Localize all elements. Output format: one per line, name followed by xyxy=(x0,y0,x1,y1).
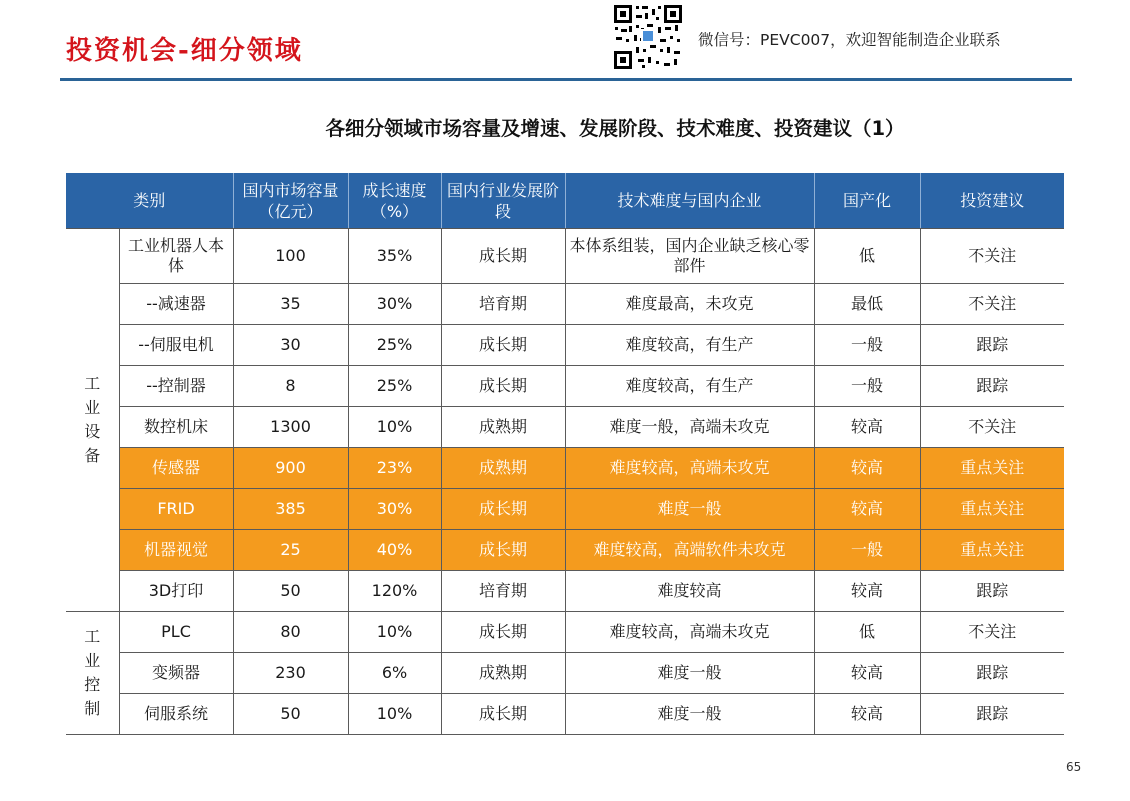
table-row xyxy=(66,366,1064,407)
cell: 35% xyxy=(348,229,441,284)
cell: 成长期 xyxy=(441,366,565,407)
table-row-highlighted xyxy=(66,448,1064,489)
cell: 30% xyxy=(348,284,441,325)
table-title: 各细分领域市场容量及增速、发展阶段、技术难度、投资建议（1） xyxy=(325,117,905,140)
cell: 跟踪 xyxy=(920,366,1064,407)
cell: 机器视觉 xyxy=(119,530,233,571)
cell: 385 xyxy=(233,489,348,530)
header-growth: 成长速度（%） xyxy=(348,173,441,229)
investment-table xyxy=(66,173,1064,735)
cell: 25 xyxy=(233,530,348,571)
cell: 50 xyxy=(233,694,348,735)
cell: 80 xyxy=(233,612,348,653)
cell: 50 xyxy=(233,571,348,612)
cell: 工业机器人本体 xyxy=(119,229,233,284)
cell: 230 xyxy=(233,653,348,694)
cell: 1300 xyxy=(233,407,348,448)
cell: 35 xyxy=(233,284,348,325)
cell: 较高 xyxy=(814,448,920,489)
table-header-row xyxy=(66,173,1064,229)
cell: --控制器 xyxy=(119,366,233,407)
cell: FRID xyxy=(119,489,233,530)
cell: 较高 xyxy=(814,694,920,735)
cell: 3D打印 xyxy=(119,571,233,612)
cell: 培育期 xyxy=(441,284,565,325)
cell: 一般 xyxy=(814,366,920,407)
table-row-highlighted xyxy=(66,530,1064,571)
wechat-contact: 微信号：PEVC007，欢迎智能制造企业联系 xyxy=(698,31,1001,49)
cell: 25% xyxy=(348,325,441,366)
table-row xyxy=(66,571,1064,612)
cell: 10% xyxy=(348,612,441,653)
header-localization: 国产化 xyxy=(814,173,920,229)
cell: 成熟期 xyxy=(441,653,565,694)
cell: 100 xyxy=(233,229,348,284)
table-row xyxy=(66,653,1064,694)
cell: 10% xyxy=(348,694,441,735)
cell: 成长期 xyxy=(441,489,565,530)
cell: 成熟期 xyxy=(441,407,565,448)
cell: 最低 xyxy=(814,284,920,325)
cell: 难度较高，有生产 xyxy=(565,366,814,407)
cell: 难度最高，未攻克 xyxy=(565,284,814,325)
cell: --伺服电机 xyxy=(119,325,233,366)
cell: 900 xyxy=(233,448,348,489)
cell: 8 xyxy=(233,366,348,407)
header-stage: 国内行业发展阶段 xyxy=(441,173,565,229)
cell: 一般 xyxy=(814,325,920,366)
cell: 一般 xyxy=(814,530,920,571)
cell: PLC xyxy=(119,612,233,653)
table-row-highlighted xyxy=(66,489,1064,530)
cell: 难度较高 xyxy=(565,571,814,612)
table-row xyxy=(66,229,1064,284)
header-tech-difficulty: 技术难度与国内企业 xyxy=(565,173,814,229)
cell: 变频器 xyxy=(119,653,233,694)
group-label: 工业控制 xyxy=(66,612,119,735)
cell: 难度较高，高端未攻克 xyxy=(565,448,814,489)
cell: 成长期 xyxy=(441,530,565,571)
cell: 30% xyxy=(348,489,441,530)
cell: 10% xyxy=(348,407,441,448)
cell: 难度较高，高端软件未攻克 xyxy=(565,530,814,571)
cell: 难度一般 xyxy=(565,653,814,694)
cell: 传感器 xyxy=(119,448,233,489)
table-row xyxy=(66,325,1064,366)
cell: 不关注 xyxy=(920,612,1064,653)
cell: 成长期 xyxy=(441,612,565,653)
group-label: 工业设备 xyxy=(66,229,119,612)
table-row xyxy=(66,694,1064,735)
header-category: 类别 xyxy=(66,173,233,229)
cell: --减速器 xyxy=(119,284,233,325)
cell: 难度较高，高端未攻克 xyxy=(565,612,814,653)
cell: 不关注 xyxy=(920,407,1064,448)
header-divider xyxy=(60,78,1072,81)
cell: 不关注 xyxy=(920,229,1064,284)
cell: 较高 xyxy=(814,489,920,530)
cell: 难度较高，有生产 xyxy=(565,325,814,366)
cell: 30 xyxy=(233,325,348,366)
cell: 较高 xyxy=(814,571,920,612)
cell: 数控机床 xyxy=(119,407,233,448)
cell: 不关注 xyxy=(920,284,1064,325)
header-market-size: 国内市场容量（亿元） xyxy=(233,173,348,229)
cell: 跟踪 xyxy=(920,653,1064,694)
table-row xyxy=(66,612,1064,653)
slide-title: 投资机会-细分领域 xyxy=(66,36,303,66)
cell: 培育期 xyxy=(441,571,565,612)
cell: 重点关注 xyxy=(920,489,1064,530)
cell: 较高 xyxy=(814,653,920,694)
cell: 重点关注 xyxy=(920,530,1064,571)
cell: 23% xyxy=(348,448,441,489)
cell: 难度一般，高端未攻克 xyxy=(565,407,814,448)
cell: 25% xyxy=(348,366,441,407)
qr-code-icon xyxy=(612,3,684,71)
cell: 跟踪 xyxy=(920,571,1064,612)
cell: 跟踪 xyxy=(920,694,1064,735)
cell: 本体系组装，国内企业缺乏核心零部件 xyxy=(565,229,814,284)
cell: 成熟期 xyxy=(441,448,565,489)
cell: 难度一般 xyxy=(565,694,814,735)
cell: 低 xyxy=(814,612,920,653)
cell: 成长期 xyxy=(441,325,565,366)
cell: 成长期 xyxy=(441,229,565,284)
cell: 较高 xyxy=(814,407,920,448)
cell: 6% xyxy=(348,653,441,694)
table-row xyxy=(66,407,1064,448)
cell: 低 xyxy=(814,229,920,284)
page-number: 65 xyxy=(1066,760,1082,774)
cell: 重点关注 xyxy=(920,448,1064,489)
cell: 成长期 xyxy=(441,694,565,735)
table-row xyxy=(66,284,1064,325)
header-recommendation: 投资建议 xyxy=(920,173,1064,229)
cell: 难度一般 xyxy=(565,489,814,530)
cell: 跟踪 xyxy=(920,325,1064,366)
cell: 40% xyxy=(348,530,441,571)
cell: 120% xyxy=(348,571,441,612)
cell: 伺服系统 xyxy=(119,694,233,735)
